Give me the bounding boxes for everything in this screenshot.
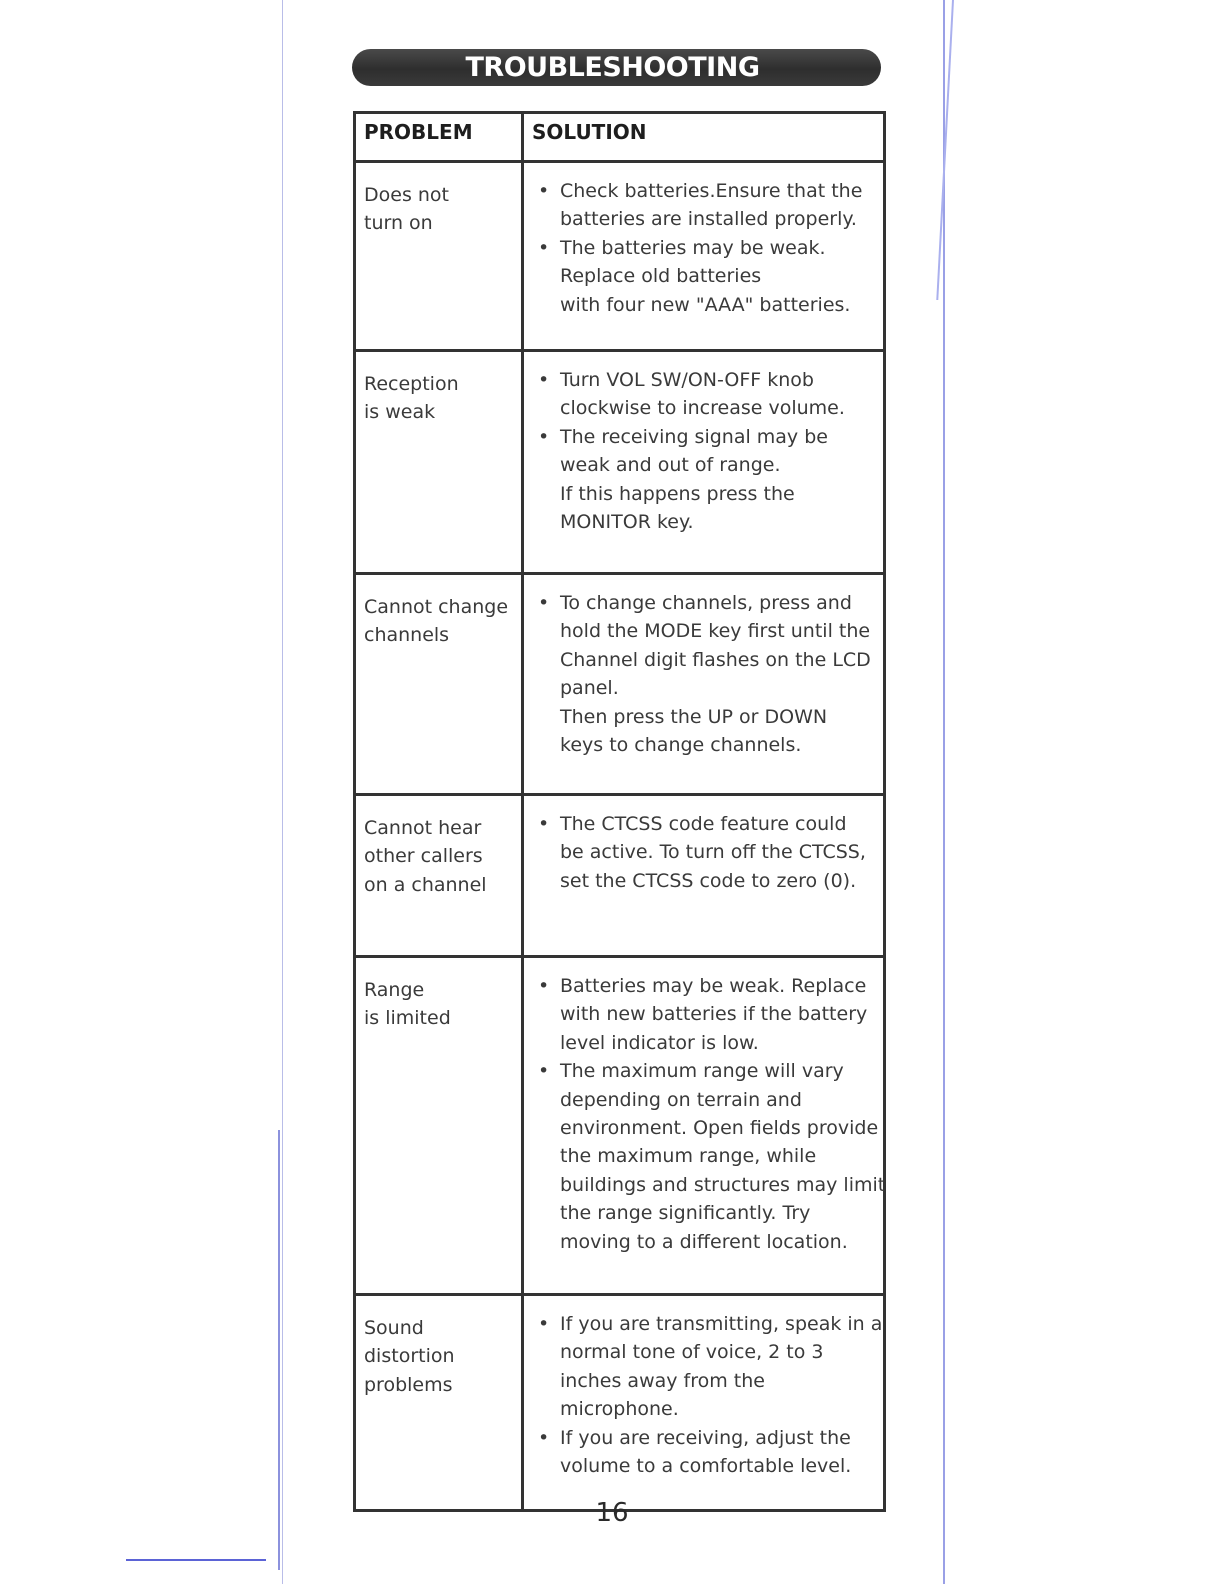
solution-bullet [534,234,879,319]
solution-cell [523,574,885,795]
solution-bullet [534,972,879,1057]
solution-bullet [534,423,879,537]
solution-text-line: batteries are installed properly. [560,208,857,231]
table-row [355,795,885,957]
solution-text-line: If you are receiving, adjust the [560,1426,851,1449]
solution-text-line: MONITOR key. [560,511,694,534]
problem-text-line: on a channel [364,873,487,896]
solution-text-line: Batteries may be weak. Replace [560,975,867,997]
bullet-dot-icon: • [538,236,550,259]
problem-text-line: Does not [364,184,449,206]
solution-text-line: panel. [560,677,619,700]
solution-text-line: be active. To turn off the CTCSS, [560,841,866,864]
table-row [355,1295,885,1511]
solution-text-line: Channel digit flashes on the LCD [560,648,871,671]
solution-text-line: buildings and structures may limit [560,1173,886,1196]
solution-text-line: hold the MODE key first until the [560,620,871,643]
table-row [355,162,885,351]
scan-edge-right [943,0,945,1584]
solution-cell [523,795,885,957]
solution-text-line: inches away from the [560,1369,765,1392]
bullet-dot-icon: • [538,1060,550,1083]
solution-cell [523,957,885,1295]
solution-text-line: environment. Open fields provide [560,1117,879,1140]
solution-text-line: clockwise to increase volume. [560,397,845,420]
scan-bottom-mark [126,1559,266,1561]
table-row [355,957,885,1295]
table-row [355,574,885,795]
solution-text-line: set the CTCSS code to zero (0). [560,869,857,892]
solution-bullet [534,1310,883,1424]
problem-text-line: Sound [364,1317,424,1339]
problem-cell [355,1295,523,1511]
solution-bullet [534,810,879,895]
problem-text-line: Range [364,979,425,1001]
solution-text-line: The CTCSS code feature could [560,813,847,835]
solution-text-line: The receiving signal may be [560,425,828,448]
solution-text-line: normal tone of voice, 2 to 3 [560,1341,824,1364]
solution-bullet [534,366,879,423]
problem-text-line: Cannot change [364,596,509,618]
solution-text-line: To change channels, press and [560,592,852,614]
solution-text-line: The batteries may be weak. [560,236,826,259]
solution-text-line: level indicator is low. [560,1031,759,1054]
solution-text-line: the range significantly. Try [560,1202,811,1225]
solution-text-line: Check batteries.Ensure that the [560,180,863,202]
problem-text-line: Reception [364,373,459,395]
bullet-dot-icon: • [538,1426,550,1449]
solution-text-line: keys to change channels. [560,734,802,757]
solution-text-line: microphone. [560,1398,679,1421]
problem-cell [355,957,523,1295]
solution-text-line: volume to a comfortable level. [560,1455,852,1478]
solution-text-line: weak and out of range. [560,454,781,477]
problem-text-line: problems [364,1373,453,1396]
problem-text-line: channels [364,624,450,647]
problem-text-line: distortion [364,1345,455,1368]
header-solution: SOLUTION [523,113,885,162]
solution-text-line: the maximum range, while [560,1145,817,1168]
solution-text-line: If you are transmitting, speak in a [560,1313,883,1335]
problem-cell [355,351,523,574]
bullet-dot-icon: • [538,425,550,448]
solution-text-line: Turn VOL SW/ON-OFF knob [560,369,814,391]
problem-text-line: other callers [364,845,483,868]
bullet-dot-icon: • [538,813,550,835]
problem-text-line: is weak [364,401,436,424]
banner-title: TROUBLESHOOTING [465,52,760,83]
bullet-dot-icon: • [538,1313,550,1335]
solution-text-line: with four new "AAA" batteries. [560,293,851,316]
solution-text-line: If this happens press the [560,482,795,505]
solution-text-line: The maximum range will vary [560,1060,844,1083]
solution-text-line: moving to a different location. [560,1230,848,1253]
problem-text-line: is limited [364,1007,451,1030]
table-header-row [355,113,885,162]
header-problem: PROBLEM [355,113,523,162]
bullet-dot-icon: • [538,975,550,997]
scan-edge-left [282,0,283,1584]
problem-cell [355,795,523,957]
problem-cell [355,574,523,795]
problem-cell [355,162,523,351]
bullet-dot-icon: • [538,369,550,391]
solution-bullet [534,1424,879,1481]
solution-cell [523,162,885,351]
solution-text-line: Then press the UP or DOWN [560,705,828,728]
table-body [355,162,885,1511]
troubleshooting-table [353,111,886,1512]
scan-edge-right-top [936,0,954,300]
page-number: 16 [595,1498,629,1528]
table-row [355,351,885,574]
solution-cell [523,1295,885,1511]
solution-text-line: depending on terrain and [560,1088,802,1111]
solution-bullet [534,1057,886,1256]
solution-text-line: with new batteries if the battery [560,1003,868,1026]
bullet-dot-icon: • [538,592,550,614]
bullet-dot-icon: • [538,180,550,202]
solution-cell [523,351,885,574]
solution-text-line: Replace old batteries [560,265,762,288]
solution-bullet [534,589,879,759]
solution-bullet [534,177,879,234]
problem-text-line: turn on [364,212,433,235]
troubleshooting-banner [352,49,881,86]
problem-text-line: Cannot hear [364,817,482,839]
